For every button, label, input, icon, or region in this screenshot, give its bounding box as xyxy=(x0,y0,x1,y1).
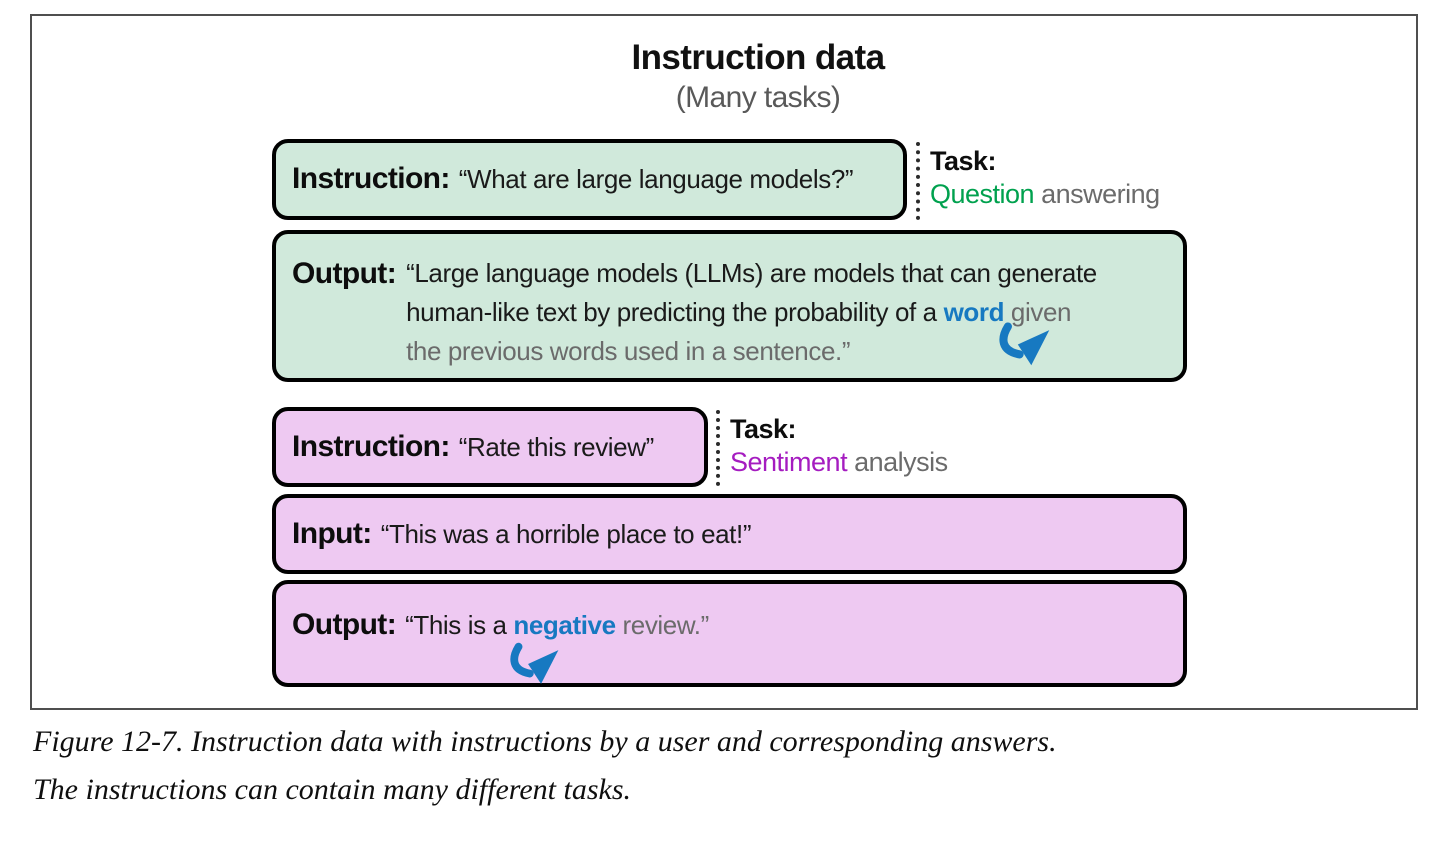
input-label: Input: xyxy=(292,517,372,550)
qa-output-text xyxy=(406,254,1097,371)
sentiment-task-separator xyxy=(716,410,720,486)
sentiment-output-pre: “This is a xyxy=(405,610,514,640)
qa-instruction-text: “What are large language models?” xyxy=(458,164,854,194)
sentiment-instruction-box xyxy=(272,407,708,487)
sentiment-task-block xyxy=(730,412,948,478)
sentiment-task-name xyxy=(730,446,948,478)
qa-task-block xyxy=(930,144,1160,210)
sentiment-output-text xyxy=(405,610,709,640)
qa-output-word-highlight: word xyxy=(943,297,1005,327)
figure-subtitle: (Many tasks) xyxy=(675,81,841,114)
instruction-label: Instruction: xyxy=(292,430,450,463)
qa-task-category: Question xyxy=(930,179,1035,209)
sentiment-output-box xyxy=(272,580,1187,687)
sentiment-input-text: “This was a horrible place to eat!” xyxy=(380,519,752,549)
curved-arrow-icon xyxy=(509,642,561,686)
sentiment-output-line xyxy=(276,584,1183,640)
qa-output-box xyxy=(272,230,1187,382)
sentiment-output-post: review.” xyxy=(615,610,709,640)
figure-frame xyxy=(30,14,1418,710)
instruction-label: Instruction: xyxy=(292,162,450,195)
sentiment-input-line xyxy=(276,498,1183,574)
qa-task-category-rest: answering xyxy=(1034,179,1160,209)
output-label: Output: xyxy=(292,608,397,641)
qa-task-label: Task: xyxy=(930,146,997,176)
curved-arrow-icon xyxy=(998,322,1052,367)
sentiment-task-category: Sentiment xyxy=(730,447,848,477)
figure-title: Instruction data xyxy=(631,38,885,77)
qa-instruction-box xyxy=(272,139,907,220)
qa-instruction-line xyxy=(276,143,903,220)
sentiment-task-label: Task: xyxy=(730,414,797,444)
sentiment-input-box xyxy=(272,494,1187,574)
caption-line1: Figure 12-7. Instruction data with instructions by a user and corresponding answers. xyxy=(33,725,1057,758)
title-block xyxy=(66,38,1450,115)
sentiment-instruction-line xyxy=(276,411,704,487)
qa-output-line2-plain: human-like text by predicting the probability of a xyxy=(406,297,944,327)
sentiment-task-category-rest: analysis xyxy=(847,447,948,477)
qa-task-separator xyxy=(916,142,920,220)
qa-task-name xyxy=(930,178,1160,210)
qa-output-line2 xyxy=(406,293,1097,332)
sentiment-output-highlight: negative xyxy=(513,610,616,640)
sentiment-instruction-text: “Rate this review” xyxy=(458,432,654,462)
qa-output-line3: the previous words used in a sentence.” xyxy=(406,336,851,366)
qa-output-line2-muted: given xyxy=(1004,297,1072,327)
qa-output-line1: “Large language models (LLMs) are models that can generate xyxy=(406,258,1097,288)
output-label: Output: xyxy=(292,257,397,290)
caption-line2: The instructions can contain many different tasks. xyxy=(33,773,631,806)
figure-caption xyxy=(33,718,1433,814)
